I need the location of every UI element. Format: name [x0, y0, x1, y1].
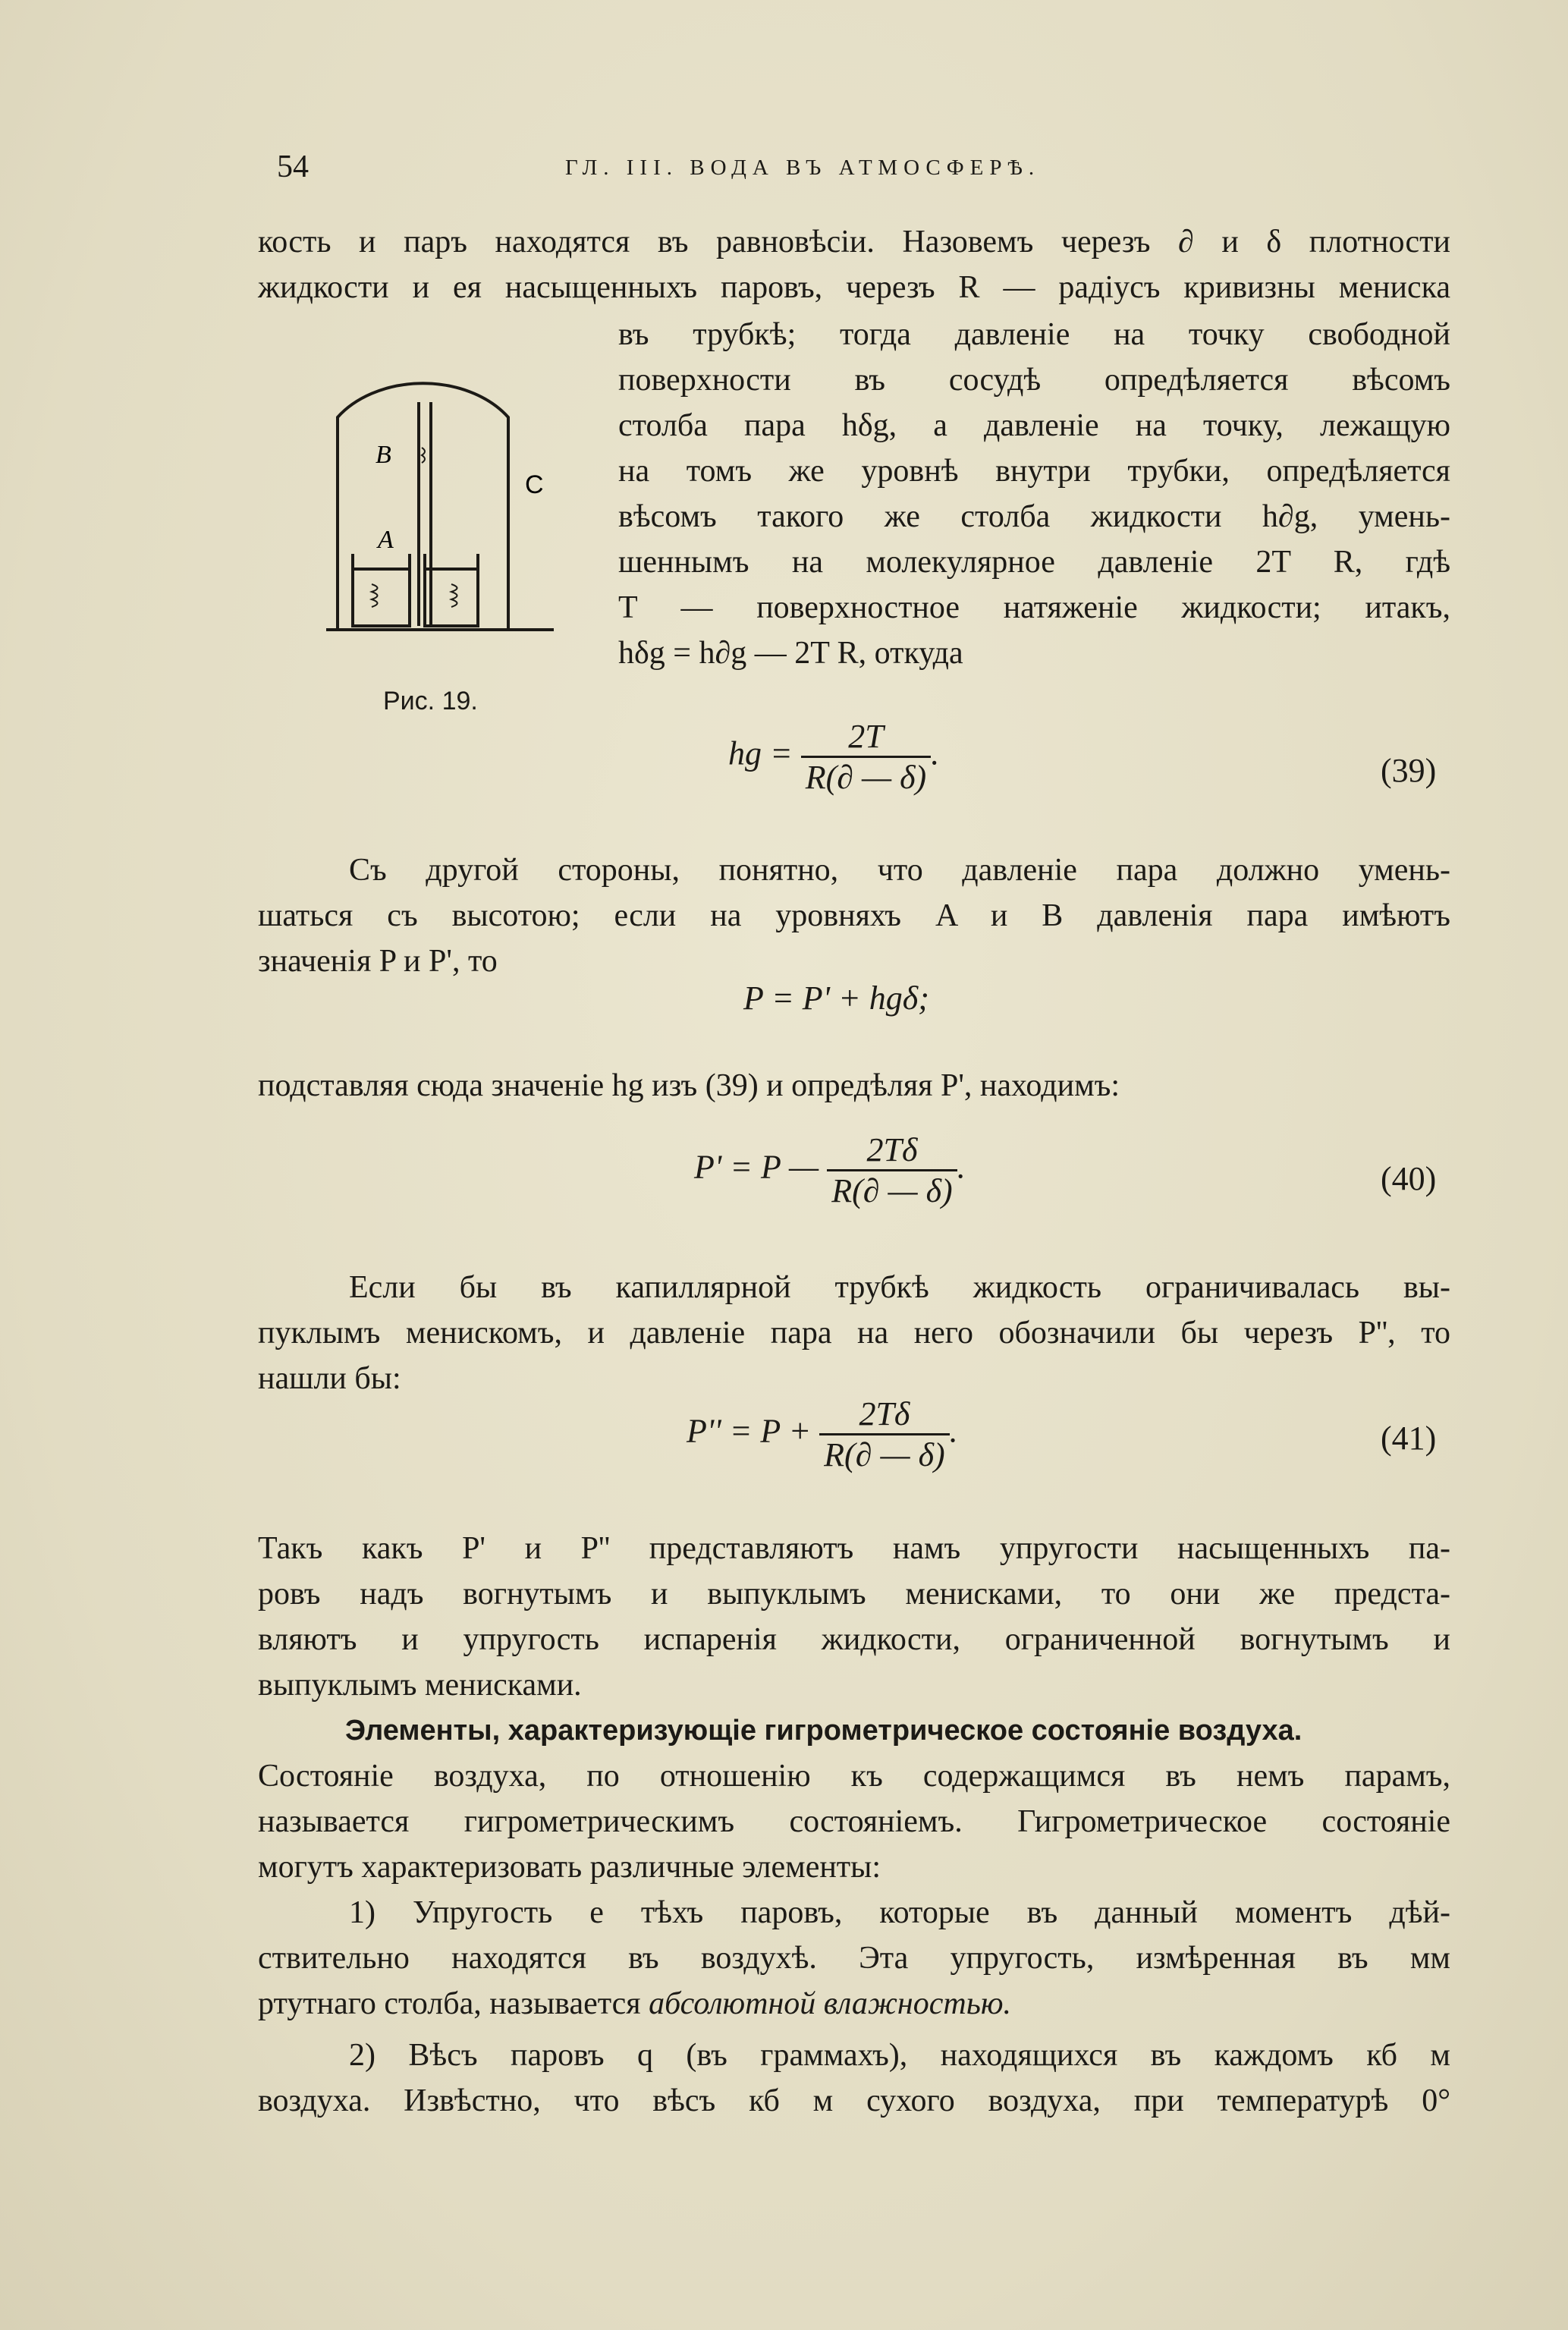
- eq39-period: .: [931, 734, 940, 772]
- text-line: нашли бы:: [258, 1361, 401, 1396]
- equation-number-40: (40): [1381, 1160, 1437, 1197]
- text-line: выпуклымъ менисками.: [258, 1668, 582, 1703]
- text-line: ствительно находятся въ воздухѣ. Эта упругость, измѣренная въ мм: [258, 1941, 1450, 1976]
- text-span: ртутнаго столба, называется: [258, 1986, 649, 2021]
- text-line: на томъ же уровнѣ внутри трубки, опредѣляется: [618, 454, 1450, 489]
- text-line: кость и паръ находятся въ равновѣсіи. Назовемъ черезъ ∂ и δ плотности: [258, 225, 1450, 259]
- eq40-numerator: 2Tδ: [866, 1131, 918, 1168]
- eq39-numerator: 2T: [848, 718, 884, 755]
- text-line: Если бы въ капиллярной трубкѣ жидкость ограничивалась вы-: [349, 1270, 1450, 1305]
- text-line: шеннымъ на молекулярное давленіе 2T R, гдѣ: [618, 545, 1450, 580]
- text-line: поверхности въ сосудѣ опредѣляется вѣсомъ: [618, 363, 1450, 398]
- equation-39: [728, 717, 939, 797]
- equation-number-39: (39): [1381, 752, 1437, 789]
- eq40-denominator: R(∂ — δ): [827, 1169, 957, 1210]
- eq39-fraction: [801, 717, 932, 797]
- label-c: C: [525, 470, 544, 499]
- eq41-lhs: P'' = P +: [687, 1412, 812, 1450]
- text-line: шаться съ высотою; если на уровняхъ A и B давленія пара имѣютъ: [258, 898, 1450, 933]
- text-line: hδg = h∂g — 2T R, откуда: [618, 636, 963, 671]
- label-a: A: [378, 526, 394, 554]
- text-line: значенія P и P', то: [258, 944, 498, 979]
- eq41-fraction: [819, 1395, 950, 1474]
- text-line: воздуха. Извѣстно, что вѣсъ кб м сухого воздуха, при температурѣ 0°: [258, 2083, 1450, 2118]
- text-line: столба пара hδg, а давленіе на точку, лежащую: [618, 408, 1450, 443]
- figure-caption: Рис. 19.: [383, 687, 478, 715]
- text-line: въ трубкѣ; тогда давленіе на точку свободной: [618, 317, 1450, 352]
- text-line: называется гигрометрическимъ состояніемъ. Гигрометрическое состояніе: [258, 1804, 1450, 1839]
- equation-number-41: (41): [1381, 1420, 1437, 1457]
- text-line: T — поверхностное натяженіе жидкости; итакъ,: [618, 590, 1450, 625]
- page-number: 54: [277, 149, 309, 184]
- label-b: B: [376, 441, 391, 469]
- equation-p: P = P' + hgδ;: [743, 979, 929, 1017]
- eq40-fraction: [827, 1130, 957, 1210]
- text-line: ровъ надъ вогнутымъ и выпуклымъ менисками, то они же предста-: [258, 1577, 1450, 1612]
- text-line: вѣсомъ такого же столба жидкости h∂g, умень-: [618, 499, 1450, 534]
- text-line: Съ другой стороны, понятно, что давленіе пара должно умень-: [349, 853, 1450, 888]
- eq41-period: .: [949, 1412, 958, 1450]
- eq41-denominator: R(∂ — δ): [819, 1433, 950, 1474]
- text-line: подставляя сюда значеніе hg изъ (39) и опредѣляя P', находимъ:: [258, 1068, 1120, 1103]
- text-line: [258, 1982, 1011, 2026]
- bell-jar-figure: [319, 334, 561, 645]
- italic-term: абсолютной влажностью.: [649, 1986, 1011, 2021]
- eq40-lhs: P' = P —: [694, 1148, 819, 1186]
- text-line: пуклымъ менискомъ, и давленіе пара на него обозначили бы черезъ P'', то: [258, 1316, 1450, 1351]
- text-line: жидкости и ея насыщенныхъ паровъ, черезъ R — радіусъ кривизны мениска: [258, 270, 1450, 305]
- text-line: 1) Упругость e тѣхъ паровъ, которые въ данный моментъ дѣй-: [349, 1895, 1450, 1930]
- text-line: могутъ характеризовать различные элементы:: [258, 1850, 881, 1885]
- text-line: Состояніе воздуха, по отношенію къ содержащимся въ немъ парамъ,: [258, 1759, 1450, 1794]
- text-line: Такъ какъ P' и P'' представляютъ намъ упругости насыщенныхъ па-: [258, 1531, 1450, 1566]
- equation-41: [687, 1395, 958, 1474]
- running-head: ГЛ. III. ВОДА ВЪ АТМОСФЕРѢ.: [565, 156, 1041, 180]
- text-line: вляютъ и упругость испаренія жидкости, ограниченной вогнутымъ и: [258, 1622, 1450, 1657]
- text-line: 2) Вѣсъ паровъ q (въ граммахъ), находящихся въ каждомъ кб м: [349, 2038, 1450, 2073]
- eq39-lhs: hg =: [728, 734, 793, 772]
- eq39-denominator: R(∂ — δ): [801, 756, 932, 797]
- eq40-period: .: [957, 1148, 966, 1186]
- eq41-numerator: 2Tδ: [859, 1395, 910, 1432]
- section-heading: Элементы, характеризующіе гигрометрическое состояніе воздуха.: [345, 1715, 1302, 1747]
- equation-40: [694, 1130, 966, 1210]
